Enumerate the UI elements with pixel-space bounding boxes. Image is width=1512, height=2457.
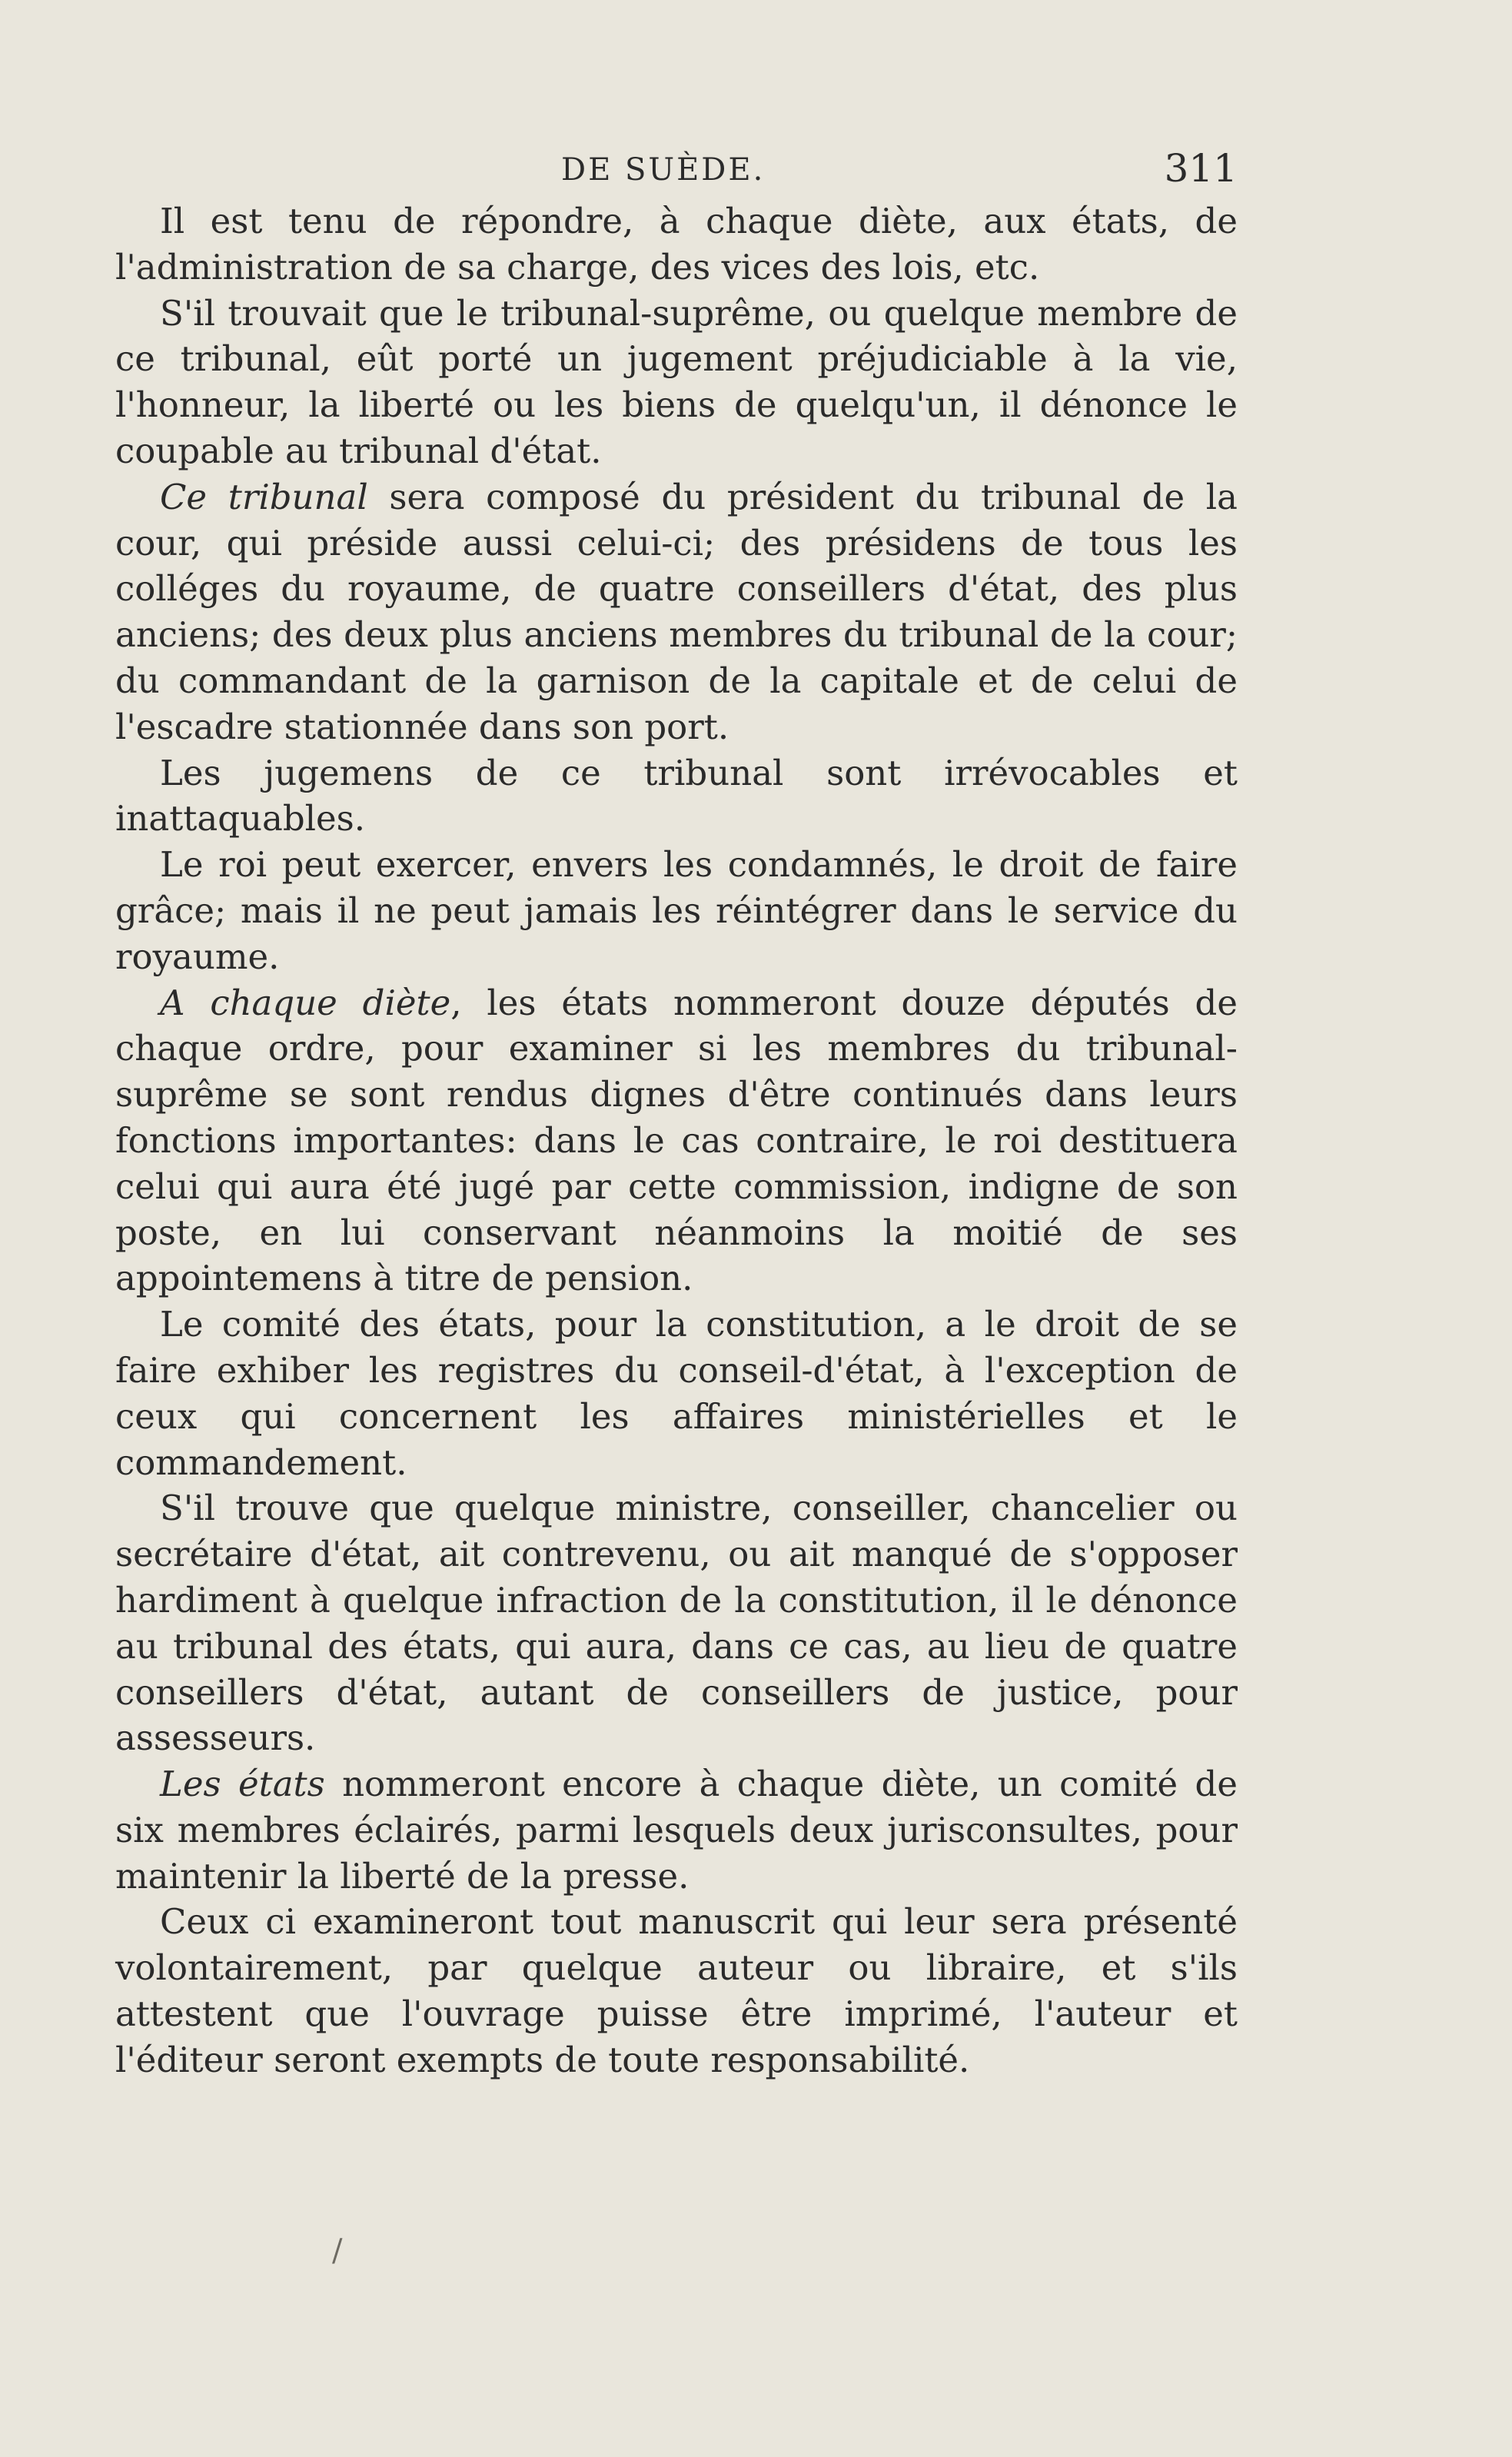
italic-lead: Ce tribunal xyxy=(160,476,368,517)
running-title: DE SUÈDE. xyxy=(561,152,766,188)
page-number: 311 xyxy=(1164,146,1238,191)
paragraph: Les états nommeront encore à chaque diète, un comité de six membres éclairés, parmi lesquels deux jurisconsultes, pour maintenir la liberté de la presse. xyxy=(115,1764,1238,1897)
paragraph: Le comité des états, pour la constitution, a le droit de se faire exhiber les registres du conseil-d'état, à l'exception de ceux qui concernent les affaires ministérielles et le commandement. xyxy=(115,1304,1238,1483)
paragraph: Les jugemens de ce tribunal sont irrévocables et inattaquables. xyxy=(115,752,1238,840)
paragraph: Ce tribunal sera composé du président du tribunal de la cour, qui préside aussi celui-ci; des présidens de tous les colléges du royaume, de quatre conseillers d'état, des plus anciens; des deux plus anciens membres du tribunal de la cour; du commandant de la garnison de la capitale et de celui de l'escadre stationnée dans son port. xyxy=(115,476,1238,747)
italic-lead: Les états xyxy=(160,1764,325,1805)
italic-lead: A chaque diète xyxy=(160,982,451,1023)
paragraph: Le roi peut exercer, envers les condamnés, le droit de faire grâce; mais il ne peut jamais les réintégrer dans le service du royaume. xyxy=(115,844,1238,977)
page-header xyxy=(115,146,1238,200)
stray-ink-mark: / xyxy=(332,2233,343,2269)
paragraph: Il est tenu de répondre, à chaque diète, aux états, de l'administration de sa charge, des vices des lois, etc. xyxy=(115,201,1238,288)
paragraph: Ceux ci examineront tout manuscrit qui leur sera présenté volontairement, par quelque auteur ou libraire, et s'ils attestent que l'ouvrage puisse être imprimé, l'auteur et l'éditeur seront exempts de toute responsabilité. xyxy=(115,1901,1238,2080)
body-text xyxy=(115,198,1238,2083)
paragraph: S'il trouvait que le tribunal-suprême, ou quelque membre de ce tribunal, eût porté un jugement préjudiciable à la vie, l'honneur, la liberté ou les biens de quelqu'un, il dénonce le coupable au tribunal d'état. xyxy=(115,292,1238,471)
paragraph: S'il trouve que quelque ministre, conseiller, chancelier ou secrétaire d'état, ait contrevenu, ou ait manqué de s'opposer hardiment à quelque infraction de la constitution, il le dénonce au tribunal des états, qui aura, dans ce cas, au lieu de quatre conseillers d'état, autant de conseillers de justice, pour assesseurs. xyxy=(115,1488,1238,1759)
paragraph: A chaque diète, les états nommeront douze députés de chaque ordre, pour examiner si les membres du tribunal-suprême se sont rendus dignes d'être continués dans leurs fonctions importantes: dans le cas contraire, le roi destituera celui qui aura été jugé par cette commission, indigne de son poste, en lui conservant néanmoins la moitié de ses appointemens à titre de pension. xyxy=(115,982,1238,1299)
